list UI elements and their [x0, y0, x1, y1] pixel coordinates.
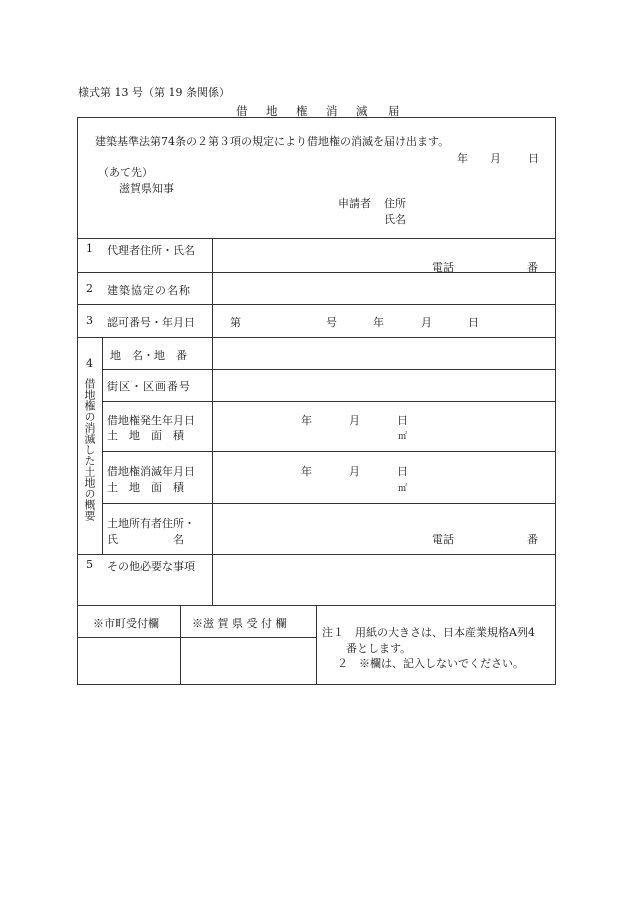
town-reception-label: ※市町受付欄 — [93, 617, 159, 630]
start-date-label: 借地権発生年月日 — [107, 414, 195, 427]
start-day: 日 — [397, 414, 408, 427]
row3-month: 月 — [421, 316, 432, 329]
end-year: 年 — [301, 465, 312, 478]
note-1-line1: 注１ 用紙の大きさは、日本産業規格A列4 — [322, 626, 535, 639]
end-area-label: 土 地 面 積 — [107, 481, 184, 494]
row4-vertical-label: 借地権の消滅した土地の概要 — [83, 378, 96, 521]
owner-label-line1: 土地所有者住所・ — [107, 517, 195, 530]
start-sqm-unit: ㎡ — [398, 432, 408, 442]
row2-number: 2 — [86, 282, 93, 295]
end-day: 日 — [397, 465, 408, 478]
applicant-label: 申請者 — [338, 197, 371, 210]
owner-label-line2: 氏 名 — [107, 533, 184, 546]
row3-year: 年 — [373, 316, 384, 329]
statement-text: 建築基準法第74条の２第３項の規定により借地権の消滅を届け出ます。 — [95, 135, 450, 148]
date-month: 月 — [490, 152, 501, 165]
title-char: 借 — [236, 104, 248, 118]
title-char: 滅 — [356, 104, 368, 118]
row5-number: 5 — [86, 558, 93, 571]
start-year: 年 — [301, 414, 312, 427]
pref-reception-box — [181, 638, 316, 684]
end-month: 月 — [349, 465, 360, 478]
date-day: 日 — [528, 152, 539, 165]
addressee: 滋賀県知事 — [119, 182, 174, 195]
form-number: 様式第 13 号（第 19 条関係） — [78, 86, 230, 99]
owner-ban-label: 番 — [527, 533, 538, 546]
date-year: 年 — [457, 152, 468, 165]
row4-number: 4 — [86, 357, 93, 370]
start-area-label: 土 地 面 積 — [107, 429, 184, 442]
pref-reception-label: ※滋 賀 県 受 付 欄 — [192, 617, 287, 630]
end-sqm-unit: ㎡ — [398, 484, 408, 494]
town-reception-box — [78, 638, 180, 684]
row3-label: 認可番号・年月日 — [107, 316, 195, 329]
row3-go: 号 — [326, 316, 337, 329]
note-1-line2: 番とします。 — [346, 642, 412, 655]
note-2: ２ ※欄は、記入しないでください。 — [337, 657, 524, 670]
owner-phone-label: 電話 — [432, 533, 454, 546]
addressee-label: （あて先） — [98, 166, 153, 179]
title-char: 届 — [388, 104, 400, 118]
title-char: 地 — [266, 104, 278, 118]
row3-dai: 第 — [230, 316, 241, 329]
row3-number: 3 — [86, 314, 93, 327]
row1-ban-label: 番 — [527, 261, 538, 274]
end-date-label: 借地権消滅年月日 — [107, 465, 195, 478]
title-char: 消 — [326, 104, 338, 118]
row5-label: その他必要な事項 — [107, 560, 195, 573]
name-label: 氏名 — [384, 213, 406, 226]
start-month: 月 — [349, 414, 360, 427]
row2-label: 建築協定の名称 — [107, 284, 191, 297]
row3-day: 日 — [468, 316, 479, 329]
address-label: 住所 — [384, 197, 406, 210]
block-number-label: 街区・区画番号 — [107, 380, 191, 393]
title-char: 権 — [296, 104, 308, 118]
land-number-label: 地 名・地 番 — [110, 349, 187, 362]
row1-number: 1 — [86, 242, 93, 255]
row1-label: 代理者住所・氏名 — [107, 244, 195, 257]
row1-phone-label: 電話 — [432, 261, 454, 274]
